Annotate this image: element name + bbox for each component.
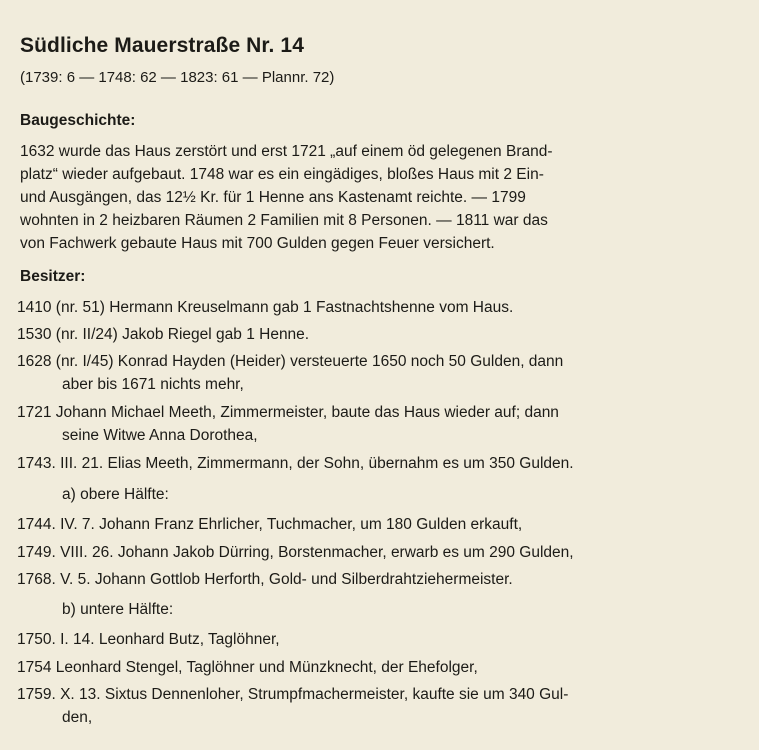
owner-entry	[17, 401, 559, 447]
owner-entry-line: 1410 (nr. 51) Hermann Kreuselmann gab 1 Fastnachtshenne vom Haus.	[17, 299, 514, 316]
owner-entry: 1744. IV. 7. Johann Franz Ehrlicher, Tuchmacher, um 180 Gulden erkauft,	[17, 516, 523, 533]
owner-entry: 1768. V. 5. Johann Gottlob Herforth, Gold- und Silberdrahtziehermeister.	[17, 571, 513, 588]
owner-entry	[17, 628, 280, 651]
owner-entry	[17, 656, 478, 679]
owner-entry: 1749. VIII. 26. Johann Jakob Dürring, Borstenmacher, erwarb es um 290 Gulden,	[17, 544, 574, 561]
section-heading-baugeschichte: Baugeschichte:	[20, 112, 136, 129]
owner-entry-continuation: aber bis 1671 nichts mehr,	[62, 376, 244, 393]
subsection-heading-untere: b) untere Hälfte:	[62, 601, 174, 618]
owner-entry	[17, 683, 568, 729]
owner-entry-line: 1759. X. 13. Sixtus Dennenloher, Strumpfmachermeister, kaufte sie um 340 Gul-	[17, 686, 569, 703]
paragraph-line: und Ausgängen, das 12½ Kr. für 1 Henne ans Kastenamt reichte. — 1799	[20, 189, 526, 206]
owner-entry	[17, 452, 574, 475]
paragraph-line: platz“ wieder aufgebaut. 1748 war es ein eingädiges, bloßes Haus mit 2 Ein-	[20, 166, 544, 183]
owner-entry-line: 1628 (nr. I/45) Konrad Hayden (Heider) versteuerte 1650 noch 50 Gulden, dann	[17, 353, 564, 370]
page-subtitle: (1739: 6 — 1748: 62 — 1823: 61 — Plannr. 72)	[20, 69, 335, 86]
owner-entry-continuation: seine Witwe Anna Dorothea,	[62, 427, 258, 444]
paragraph-line: 1632 wurde das Haus zerstört und erst 1721 „auf einem öd gelegenen Brand-	[20, 143, 553, 160]
baugeschichte-paragraph	[20, 140, 720, 255]
owner-entry-line: 1530 (nr. II/24) Jakob Riegel gab 1 Henne.	[17, 326, 310, 343]
owner-entry-line: 1754 Leonhard Stengel, Taglöhner und Münzknecht, der Ehefolger,	[17, 659, 478, 676]
page-title: Südliche Mauerstraße Nr. 14	[20, 34, 304, 57]
owner-entry	[17, 323, 309, 346]
subsection-heading-obere: a) obere Hälfte:	[62, 486, 169, 503]
owner-entry-continuation: den,	[62, 709, 93, 726]
owner-entry-line: 1750. I. 14. Leonhard Butz, Taglöhner,	[17, 631, 280, 648]
section-heading-besitzer: Besitzer:	[20, 268, 86, 285]
owner-entry	[17, 296, 513, 319]
paragraph-line: wohnten in 2 heizbaren Räumen 2 Familien mit 8 Personen. — 1811 war das	[20, 212, 548, 229]
owner-entry-line: 1743. III. 21. Elias Meeth, Zimmermann, der Sohn, übernahm es um 350 Gulden.	[17, 455, 574, 472]
owner-entry	[17, 350, 563, 396]
paragraph-line: von Fachwerk gebaute Haus mit 700 Gulden gegen Feuer versichert.	[20, 235, 495, 252]
owner-entry-line: 1721 Johann Michael Meeth, Zimmermeister, baute das Haus wieder auf; dann	[17, 404, 559, 421]
